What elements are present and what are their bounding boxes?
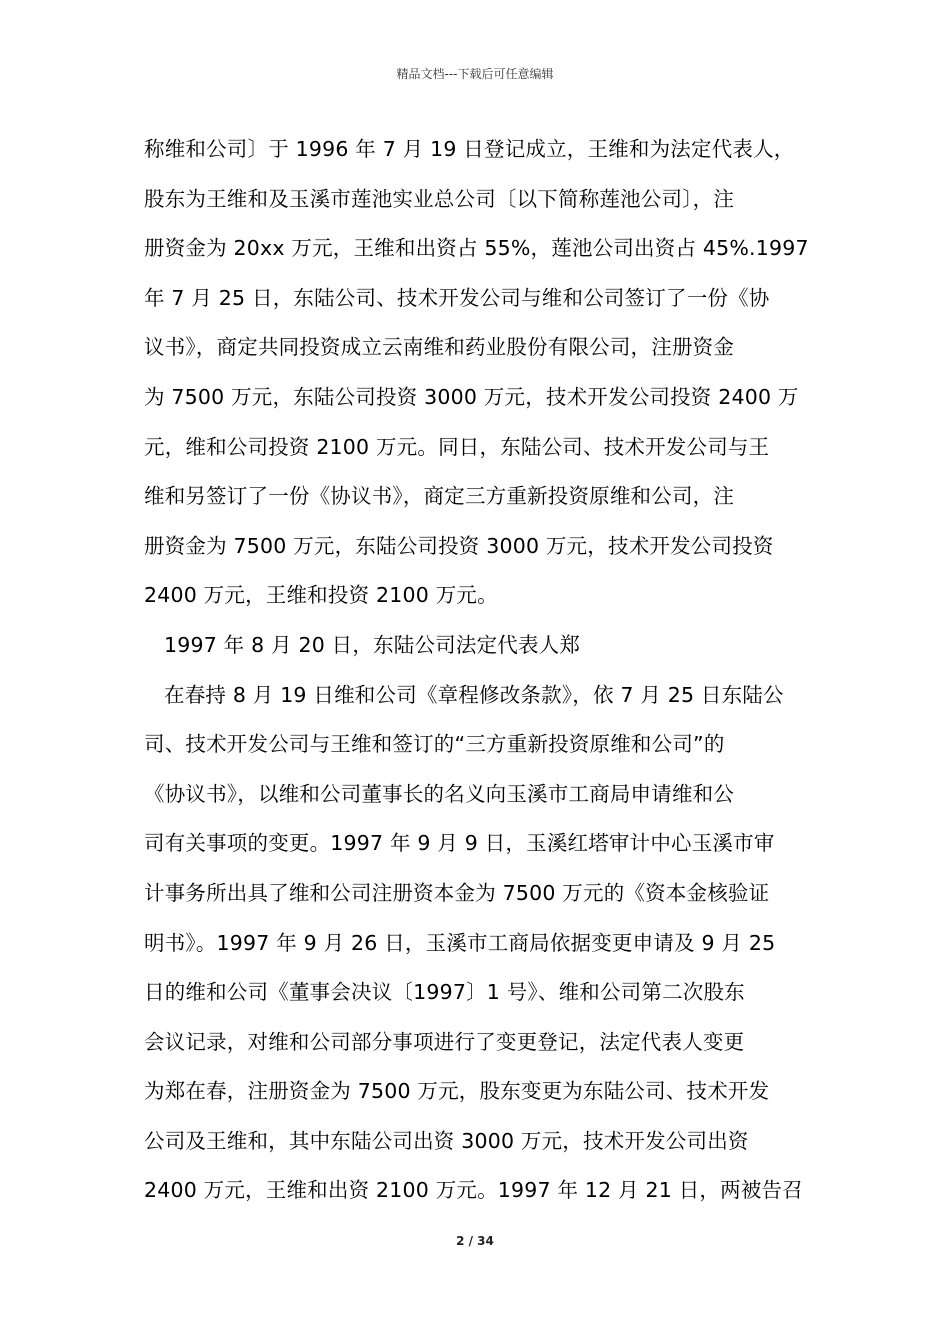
page-number: 2 / 34: [456, 1234, 494, 1248]
text-line: 计事务所出具了维和公司注册资本金为 7500 万元的《资本金核验证: [144, 880, 770, 905]
text-line: 元，维和公司投资 2100 万元。同日，东陆公司、技术开发公司与王: [144, 434, 770, 459]
text-line: 维和另签订了一份《协议书》，商定三方重新投资原维和公司，注: [144, 484, 735, 509]
text-line: 明书》。1997 年 9 月 26 日，玉溪市工商局依据变更申请及 9 月 25: [144, 930, 776, 955]
text-line: 2400 万元，王维和投资 2100 万元。: [144, 583, 498, 608]
page-header: 精品文档---下载后可任意编辑: [396, 67, 554, 81]
document-body: [144, 126, 816, 1217]
text-line: 称维和公司〕于 1996 年 7 月 19 日登记成立，王维和为法定代表人，: [144, 137, 795, 161]
text-line: 司有关事项的变更。1997 年 9 月 9 日，玉溪红塔审计中心玉溪市审: [144, 831, 775, 856]
text-line: 1997 年 8 月 20 日，东陆公司法定代表人郑: [164, 632, 581, 657]
text-line: 为 7500 万元，东陆公司投资 3000 万元，技术开发公司投资 2400 万: [144, 384, 799, 409]
text-line: 在春持 8 月 19 日维和公司《章程修改条款》，依 7 月 25 日东陆公: [164, 682, 784, 707]
text-line: 《协议书》，以维和公司董事长的名义向玉溪市工商局申请维和公: [144, 781, 735, 806]
text-line: 册资金为 20xx 万元，王维和出资占 55%，莲池公司出资占 45%.1997: [144, 236, 809, 261]
text-line: 2400 万元，王维和出资 2100 万元。1997 年 12 月 21 日，两被告召: [144, 1178, 803, 1203]
text-line: 年 7 月 25 日，东陆公司、技术开发公司与维和公司签订了一份《协: [144, 285, 770, 310]
text-line: 日的维和公司《董事会决议〔1997〕1 号》、维和公司第二次股东: [144, 980, 745, 1005]
text-line: 册资金为 7500 万元，东陆公司投资 3000 万元，技术开发公司投资: [144, 533, 774, 558]
text-line: 公司及王维和，其中东陆公司出资 3000 万元，技术开发公司出资: [144, 1128, 749, 1153]
text-line: 议书》，商定共同投资成立云南维和药业股份有限公司，注册资金: [144, 335, 735, 360]
text-line: 为郑在春，注册资金为 7500 万元，股东变更为东陆公司、技术开发: [144, 1079, 770, 1104]
text-line: 司、技术开发公司与王维和签订的“三方重新投资原维和公司”的: [144, 732, 725, 757]
text-line: 会议记录，对维和公司部分事项进行了变更登记，法定代表人变更: [144, 1029, 745, 1054]
text-line: 股东为王维和及玉溪市莲池实业总公司〔以下简称莲池公司〕，注: [144, 186, 735, 211]
